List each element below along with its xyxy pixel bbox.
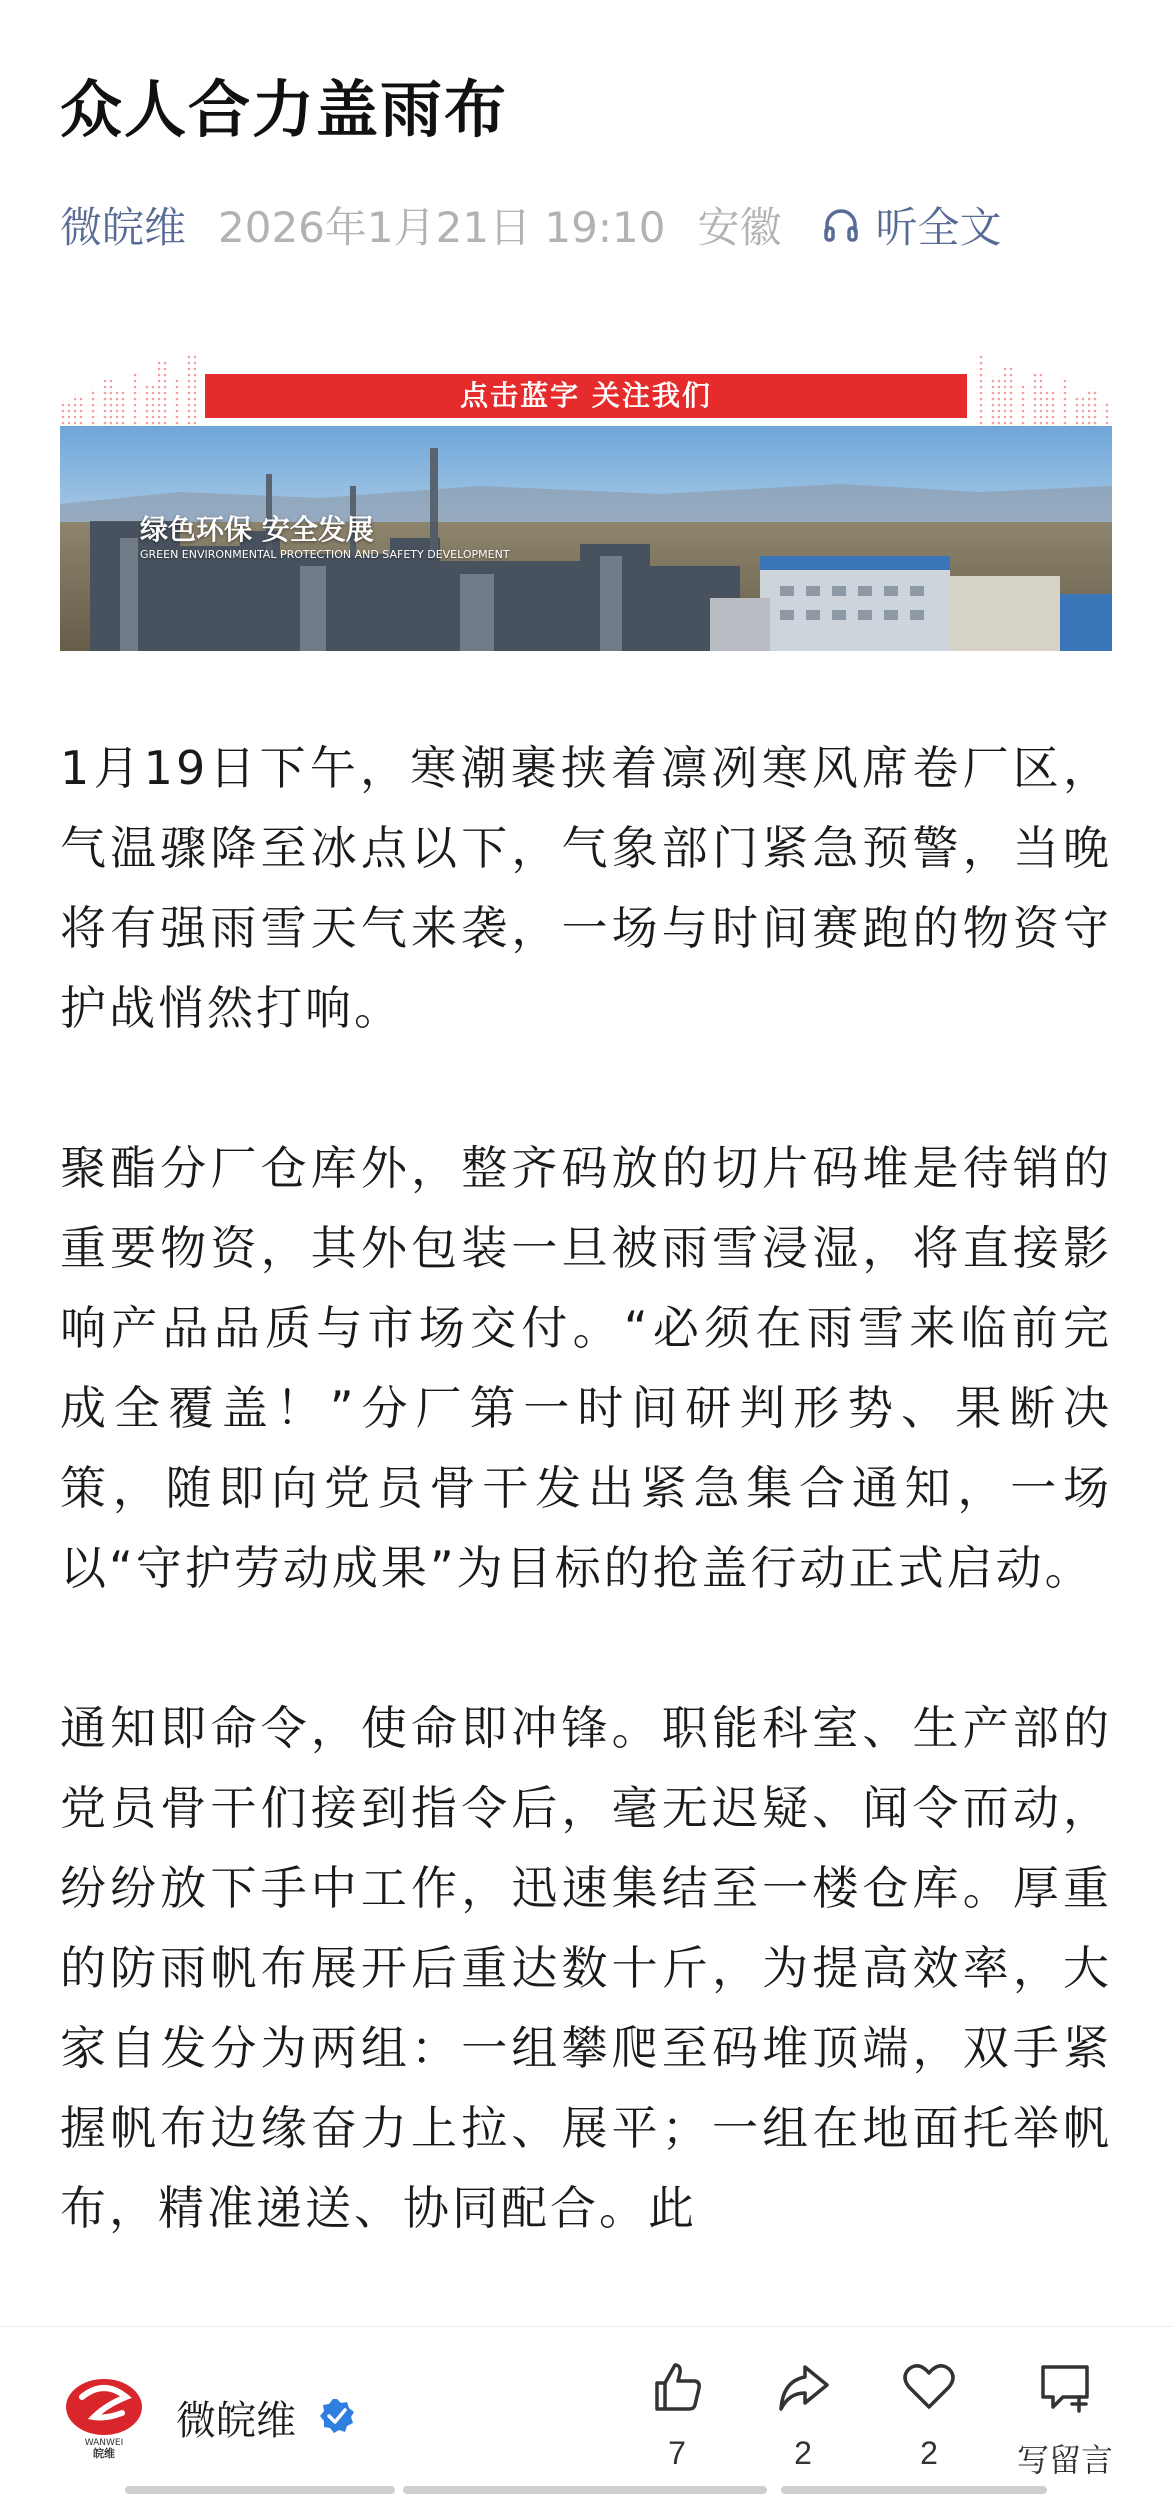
verified-badge-icon — [318, 2397, 356, 2435]
like-count: 7 — [668, 2435, 686, 2471]
write-comment-label: 写留言 — [1016, 2442, 1113, 2478]
banner-slogan-en: GREEN ENVIRONMENTAL PROTECTION AND SAFETY DEVELOPMENT — [140, 548, 510, 561]
logo-cn-text: 皖维 — [93, 2447, 115, 2459]
share-arrow-icon — [773, 2357, 833, 2417]
article-meta — [60, 190, 1002, 260]
favorite-count: 2 — [920, 2435, 938, 2471]
write-comment-button[interactable] — [1000, 2357, 1130, 2481]
share-button[interactable] — [748, 2357, 858, 2472]
article-paragraph: 通知即命令，使命即冲锋。职能科室、生产部的党员骨干们接到指令后，毫无迟疑、闻令而动，纷纷放下手中工作，迅速集结至一楼仓库。厚重的防雨帆布展开后重达数十斤，为提高效率，大家自发分为两组：一组攀爬至码堆顶端，双手紧握帆布边缘奋力上拉、展平；一组在地面托举帆布，精准递送、协同配合。此 — [60, 1701, 1112, 2235]
follow-us-banner[interactable]: 点击蓝字 关注我们 — [205, 374, 967, 418]
bottom-action-bar — [0, 2326, 1172, 2504]
article-paragraph: 聚酯分厂仓库外，整齐码放的切片码堆是待销的重要物资，其外包装一旦被雨雪浸湿，将直接影响产品品质与市场交付。“必须在雨雪来临前完成全覆盖！”分厂第一时间研判形势、果断决策，随即向党员骨干发出紧急集合通知，一场以“守护劳动成果”为目标的抢盖行动正式启动。 — [60, 1141, 1112, 1595]
account-link[interactable]: 微皖维 — [60, 203, 187, 252]
article-title: 众人合力盖雨布 — [60, 73, 509, 146]
home-indicator-middle — [403, 2486, 767, 2494]
article-body — [60, 728, 1112, 2328]
listen-full-button[interactable] — [821, 195, 1001, 255]
favorite-button[interactable] — [874, 2357, 984, 2472]
headphones-icon — [821, 205, 861, 245]
listen-full-label: 听全文 — [875, 203, 1002, 252]
share-count: 2 — [794, 2435, 812, 2471]
logo-text: WANWEI — [84, 2438, 124, 2448]
publish-datetime: 2026年1月21日 19:10 — [218, 203, 666, 252]
banner-follow-strip — [60, 348, 1112, 426]
home-indicator-left — [125, 2486, 395, 2494]
factory-photo — [60, 426, 1112, 651]
like-button[interactable] — [622, 2357, 732, 2472]
publish-region: 安徽 — [697, 203, 782, 252]
heart-icon — [899, 2357, 959, 2417]
home-indicator-right — [781, 2486, 1047, 2494]
banner-slogan: 绿色环保 安全发展 — [140, 513, 374, 546]
article-paragraph: 1月19日下午，寒潮裹挟着凛冽寒风席卷厂区，气温骤降至冰点以下，气象部门紧急预警，当晚将有强雨雪天气来袭，一场与时间赛跑的物资守护战悄然打响。 — [60, 741, 1112, 1035]
thumbs-up-icon — [647, 2357, 707, 2417]
account-name[interactable]: 微皖维 — [176, 2398, 296, 2444]
account-logo[interactable] — [62, 2375, 146, 2459]
article-banner[interactable] — [60, 348, 1112, 651]
comment-plus-icon — [1035, 2357, 1095, 2417]
